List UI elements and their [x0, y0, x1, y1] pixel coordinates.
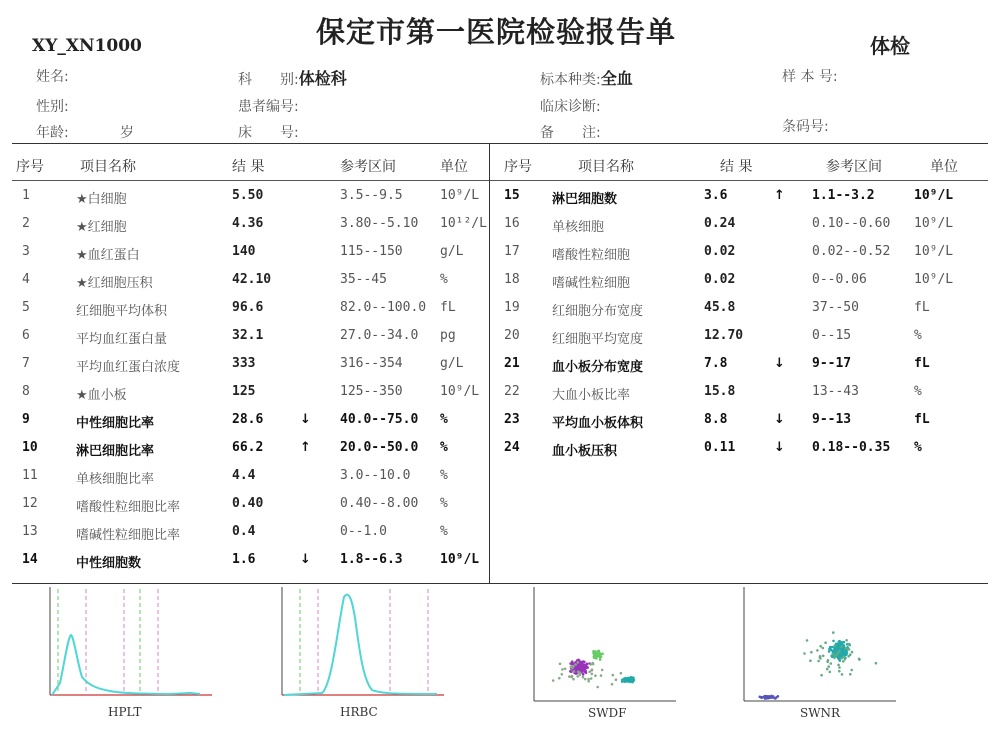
swnr-dot — [829, 671, 832, 674]
row-item-name: 淋巴细胞比率 — [76, 444, 155, 459]
row-result: 42.10 — [232, 272, 272, 287]
row-item-name: ★红细胞压积 — [76, 276, 153, 291]
swnr-dot — [835, 654, 838, 657]
row-reference-range: 9--13 — [812, 412, 852, 427]
swnr-dot — [845, 650, 848, 653]
swdf-dot — [594, 674, 597, 677]
swnr-dot — [837, 647, 840, 650]
swnr-dot — [824, 641, 827, 644]
row-unit: % — [440, 412, 448, 427]
row-reference-range: 1.8--6.3 — [340, 552, 403, 567]
row-unit: 10⁹/L — [440, 552, 480, 567]
row-item-name: ★血红蛋白 — [76, 248, 140, 263]
swnr-dot — [764, 695, 767, 698]
row-reference-range: 3.80--5.10 — [340, 216, 419, 231]
row-flag: ↓ — [774, 412, 785, 427]
row-result: 4.4 — [232, 468, 256, 483]
col-result-right: 结 果 — [720, 159, 753, 175]
sample-type-value: 全血 — [600, 69, 633, 88]
swnr-dot — [831, 646, 834, 649]
row-reference-range: 82.0--100.0 — [340, 300, 427, 315]
row-seq: 1 — [22, 188, 30, 203]
swnr-dot — [837, 664, 840, 667]
row-reference-range: 1.1--3.2 — [812, 188, 875, 203]
table-top-rule — [12, 143, 988, 144]
swdf-dot — [595, 656, 598, 659]
col-unit: 单位 — [440, 159, 468, 175]
department-value: 体检科 — [298, 69, 347, 88]
row-item-name: 平均血小板体积 — [552, 416, 644, 431]
row-seq: 16 — [504, 216, 520, 231]
row-item-name: 单核细胞比率 — [76, 472, 155, 487]
row-flag: ↓ — [774, 440, 785, 455]
row-unit: 10⁹/L — [914, 188, 954, 203]
swdf-dot — [598, 654, 601, 657]
row-result: 0.02 — [704, 272, 736, 287]
swdf-dot — [559, 663, 562, 666]
row-item-name: 中性细胞比率 — [76, 416, 155, 431]
swnr-dot — [759, 696, 762, 699]
swnr-dot — [828, 650, 831, 653]
swdf-dot — [577, 671, 580, 674]
row-result: 125 — [232, 384, 256, 399]
row-seq: 17 — [504, 244, 520, 259]
hplt-curve — [52, 635, 200, 695]
row-result: 15.8 — [704, 384, 736, 399]
swnr-dot — [841, 657, 844, 660]
row-seq: 19 — [504, 300, 520, 315]
col-item-right: 项目名称 — [578, 159, 634, 175]
row-unit: 10⁹/L — [440, 188, 480, 203]
col-range: 参考区间 — [340, 159, 396, 175]
row-seq: 11 — [22, 468, 38, 483]
row-reference-range: 125--350 — [340, 384, 403, 399]
swnr-dot — [810, 651, 813, 654]
row-result: 0.40 — [232, 496, 264, 511]
diagnosis-label: 临床诊断: — [540, 99, 601, 115]
swdf-dot — [591, 673, 594, 676]
row-result: 7.8 — [704, 356, 728, 371]
row-result: 3.6 — [704, 188, 728, 203]
row-result: 140 — [232, 244, 256, 259]
row-seq: 14 — [22, 552, 38, 567]
row-result: 0.24 — [704, 216, 736, 231]
swnr-dot — [822, 655, 825, 658]
swnr-dot — [851, 651, 854, 654]
row-item-name: 红细胞平均体积 — [76, 304, 168, 319]
row-result: 32.1 — [232, 328, 264, 343]
swnr-dot — [838, 650, 841, 653]
hplt-histogram — [40, 585, 215, 700]
row-item-name: 单核细胞 — [552, 220, 605, 235]
row-reference-range: 115--150 — [340, 244, 403, 259]
row-result: 28.6 — [232, 412, 264, 427]
swdf-dot — [552, 679, 555, 682]
swnr-dot — [838, 640, 841, 643]
swnr-scatter — [738, 585, 898, 705]
col-seq-right: 序号 — [504, 159, 532, 175]
swdf-dot — [570, 676, 573, 679]
bed-label: 床 号: — [238, 125, 299, 141]
swnr-dot — [841, 673, 844, 676]
row-unit: fL — [914, 356, 930, 371]
department-field — [238, 66, 347, 89]
row-reference-range: 0.40--8.00 — [340, 496, 419, 511]
swnr-dot — [816, 649, 819, 652]
row-result: 1.6 — [232, 552, 256, 567]
swnr-dot — [837, 652, 840, 655]
swnr-dot — [817, 660, 820, 663]
row-unit: % — [914, 440, 922, 455]
name-label: 姓名: — [36, 69, 69, 85]
row-item-name: 嗜酸性粒细胞比率 — [76, 500, 181, 515]
swdf-dot — [580, 664, 583, 667]
row-reference-range: 0--1.0 — [340, 524, 387, 539]
swnr-dot — [849, 653, 852, 656]
swnr-dot — [832, 653, 835, 656]
swdf-dot — [582, 676, 585, 679]
swdf-dot — [615, 678, 618, 681]
table-bottom-rule — [12, 583, 988, 584]
remark-label: 备 注: — [540, 125, 601, 141]
age-unit: 岁 — [120, 125, 134, 141]
row-seq: 23 — [504, 412, 520, 427]
swnr-dot — [833, 657, 836, 660]
instrument-id: XY_XN1000 — [32, 36, 142, 56]
row-flag: ↓ — [300, 412, 311, 427]
swnr-dot — [819, 656, 822, 659]
row-item-name: 大血小板比率 — [552, 388, 631, 403]
swdf-dot — [627, 678, 630, 681]
swdf-dot — [568, 675, 571, 678]
row-result: 8.8 — [704, 412, 728, 427]
row-seq: 12 — [22, 496, 38, 511]
swdf-dot — [561, 668, 564, 671]
row-item-name: 淋巴细胞数 — [552, 192, 618, 207]
swdf-dot — [570, 662, 573, 665]
row-unit: % — [440, 440, 448, 455]
swnr-dot — [803, 652, 806, 655]
barcode-label: 条码号: — [782, 119, 829, 135]
swdf-dot — [564, 668, 567, 671]
swnr-dot — [858, 658, 861, 661]
swnr-dot — [875, 662, 878, 665]
age-label: 年龄: — [36, 125, 69, 141]
swdf-dot — [572, 678, 575, 681]
hrbc-label: HRBC — [340, 705, 378, 719]
col-result: 结 果 — [232, 159, 265, 175]
swdf-dot — [596, 686, 599, 689]
swnr-dot — [838, 670, 841, 673]
swnr-dot — [848, 648, 851, 651]
swnr-dot — [842, 649, 845, 652]
swdf-dot — [578, 674, 581, 677]
swnr-dot — [844, 658, 847, 661]
row-result: 4.36 — [232, 216, 264, 231]
row-unit: 10⁹/L — [440, 384, 480, 399]
row-unit: fL — [914, 300, 930, 315]
row-reference-range: 27.0--34.0 — [340, 328, 419, 343]
hrbc-histogram — [272, 585, 447, 700]
swdf-dot — [601, 653, 604, 656]
row-reference-range: 3.0--10.0 — [340, 468, 411, 483]
swdf-dot — [558, 677, 561, 680]
row-item-name: 血小板压积 — [552, 444, 618, 459]
row-flag: ↑ — [774, 188, 785, 203]
swdf-dot — [573, 670, 576, 673]
hplt-label: HPLT — [108, 705, 142, 719]
row-reference-range: 3.5--9.5 — [340, 188, 403, 203]
row-reference-range: 0.10--0.60 — [812, 216, 891, 231]
row-reference-range: 0.02--0.52 — [812, 244, 891, 259]
row-item-name: 嗜酸性粒细胞 — [552, 248, 631, 263]
row-reference-range: 37--50 — [812, 300, 859, 315]
report-type-tag: 体检 — [870, 34, 910, 58]
swdf-dot — [584, 678, 587, 681]
swdf-dot — [587, 680, 590, 683]
swdf-dot — [600, 656, 603, 659]
col-unit-right: 单位 — [930, 159, 958, 175]
row-item-name: 嗜碱性粒细胞比率 — [76, 528, 181, 543]
swdf-dot — [632, 677, 635, 680]
swnr-label: SWNR — [800, 706, 841, 720]
report-title: 保定市第一医院检验报告单 — [316, 15, 677, 49]
table-column-divider — [489, 143, 490, 583]
row-item-name: 平均血红蛋白浓度 — [76, 360, 181, 375]
swdf-dot — [592, 662, 595, 665]
swdf-dot — [623, 677, 626, 680]
row-reference-range: 0--0.06 — [812, 272, 867, 287]
row-item-name: 平均血红蛋白量 — [76, 332, 168, 347]
swdf-dot — [577, 661, 580, 664]
row-unit: % — [914, 328, 922, 343]
row-unit: 10⁹/L — [914, 272, 954, 287]
row-unit: 10¹²/L — [440, 216, 487, 231]
swnr-dot — [809, 659, 812, 662]
row-unit: 10⁹/L — [914, 244, 954, 259]
swnr-dot — [775, 696, 778, 699]
swdf-dot — [571, 667, 574, 670]
row-reference-range: 35--45 — [340, 272, 387, 287]
row-result: 0.11 — [704, 440, 736, 455]
row-seq: 8 — [22, 384, 30, 399]
swnr-dot — [832, 640, 835, 643]
swdf-dot — [590, 669, 593, 672]
swnr-dot — [827, 665, 830, 668]
row-unit: 10⁹/L — [914, 216, 954, 231]
row-unit: fL — [440, 300, 456, 315]
swnr-dot — [826, 668, 829, 671]
sample-type-label: 标本种类: — [540, 72, 601, 88]
swnr-dot — [848, 643, 851, 646]
swdf-dot — [593, 653, 596, 656]
swnr-dot — [820, 674, 823, 677]
col-item: 项目名称 — [80, 159, 136, 175]
row-unit: % — [440, 272, 448, 287]
row-result: 45.8 — [704, 300, 736, 315]
row-item-name: ★血小板 — [76, 388, 127, 403]
row-reference-range: 0.18--0.35 — [812, 440, 891, 455]
sample-type-field — [540, 66, 633, 89]
col-seq: 序号 — [16, 159, 44, 175]
row-flag: ↓ — [774, 356, 785, 371]
row-seq: 6 — [22, 328, 30, 343]
row-seq: 21 — [504, 356, 520, 371]
gender-label: 性别: — [36, 99, 69, 115]
swnr-dot — [844, 653, 847, 656]
row-seq: 9 — [22, 412, 30, 427]
hrbc-curve — [284, 595, 437, 695]
row-result: 333 — [232, 356, 256, 371]
row-reference-range: 316--354 — [340, 356, 403, 371]
swdf-dot — [561, 673, 564, 676]
row-seq: 24 — [504, 440, 520, 455]
swdf-dot — [586, 663, 589, 666]
row-seq: 10 — [22, 440, 38, 455]
row-seq: 3 — [22, 244, 30, 259]
row-seq: 18 — [504, 272, 520, 287]
swnr-dot — [770, 695, 773, 698]
row-item-name: 红细胞平均宽度 — [552, 332, 644, 347]
row-reference-range: 0--15 — [812, 328, 852, 343]
row-seq: 22 — [504, 384, 520, 399]
row-result: 66.2 — [232, 440, 264, 455]
swdf-dot — [620, 672, 623, 675]
table-header-rule — [12, 180, 988, 181]
swdf-dot — [600, 674, 603, 677]
row-seq: 13 — [22, 524, 38, 539]
row-seq: 5 — [22, 300, 30, 315]
swnr-dot — [845, 647, 848, 650]
swnr-dot — [838, 666, 841, 669]
row-unit: % — [440, 524, 448, 539]
row-result: 96.6 — [232, 300, 264, 315]
row-seq: 15 — [504, 188, 520, 203]
swdf-dot — [577, 668, 580, 671]
row-unit: % — [440, 468, 448, 483]
patient-id-label: 患者编号: — [238, 99, 299, 115]
department-label: 科 别: — [238, 72, 299, 88]
row-item-name: ★白细胞 — [76, 192, 127, 207]
swdf-dot — [583, 661, 586, 664]
row-item-name: 血小板分布宽度 — [552, 360, 644, 375]
swdf-dot — [574, 663, 577, 666]
swnr-dot — [830, 662, 833, 665]
swdf-dot — [611, 683, 614, 686]
row-result: 0.02 — [704, 244, 736, 259]
swnr-dot — [840, 645, 843, 648]
swnr-dot — [834, 644, 837, 647]
row-flag: ↓ — [300, 552, 311, 567]
row-reference-range: 40.0--75.0 — [340, 412, 419, 427]
row-result: 0.4 — [232, 524, 256, 539]
row-item-name: 嗜碱性粒细胞 — [552, 276, 631, 291]
row-unit: g/L — [440, 356, 464, 371]
row-unit: pg — [440, 328, 456, 343]
sample-no-label: 样 本 号: — [782, 69, 838, 85]
swnr-dot — [841, 641, 844, 644]
row-item-name: 中性细胞数 — [76, 556, 142, 571]
swnr-dot — [849, 673, 852, 676]
row-item-name: 红细胞分布宽度 — [552, 304, 644, 319]
row-unit: % — [914, 384, 922, 399]
swdf-dot — [574, 668, 577, 671]
swdf-dot — [590, 677, 593, 680]
row-seq: 4 — [22, 272, 30, 287]
row-unit: % — [440, 496, 448, 511]
swdf-dot — [583, 667, 586, 670]
swdf-dot — [583, 670, 586, 673]
row-result: 5.50 — [232, 188, 264, 203]
col-range-right: 参考区间 — [826, 159, 882, 175]
swnr-dot — [806, 639, 809, 642]
swdf-dot — [585, 666, 588, 669]
swdf-dot — [569, 670, 572, 673]
row-result: 12.70 — [704, 328, 744, 343]
swdf-dot — [612, 674, 615, 677]
row-reference-range: 13--43 — [812, 384, 859, 399]
swnr-dot — [822, 647, 825, 650]
swnr-dot — [830, 649, 833, 652]
row-seq: 20 — [504, 328, 520, 343]
swnr-dot — [842, 660, 845, 663]
row-reference-range: 9--17 — [812, 356, 852, 371]
swnr-dot — [845, 639, 848, 642]
swdf-dot — [601, 669, 604, 672]
swdf-dot — [631, 681, 634, 684]
row-seq: 7 — [22, 356, 30, 371]
swdf-dot — [599, 658, 602, 661]
swnr-dot — [826, 660, 829, 663]
row-seq: 2 — [22, 216, 30, 231]
row-flag: ↑ — [300, 440, 311, 455]
swnr-dot — [832, 631, 835, 634]
swdf-dot — [582, 673, 585, 676]
swdf-label: SWDF — [588, 706, 627, 720]
swnr-dot — [819, 645, 822, 648]
swnr-dot — [850, 669, 853, 672]
swdf-scatter — [528, 585, 678, 705]
row-item-name: ★红细胞 — [76, 220, 127, 235]
row-unit: g/L — [440, 244, 464, 259]
row-reference-range: 20.0--50.0 — [340, 440, 419, 455]
row-unit: fL — [914, 412, 930, 427]
